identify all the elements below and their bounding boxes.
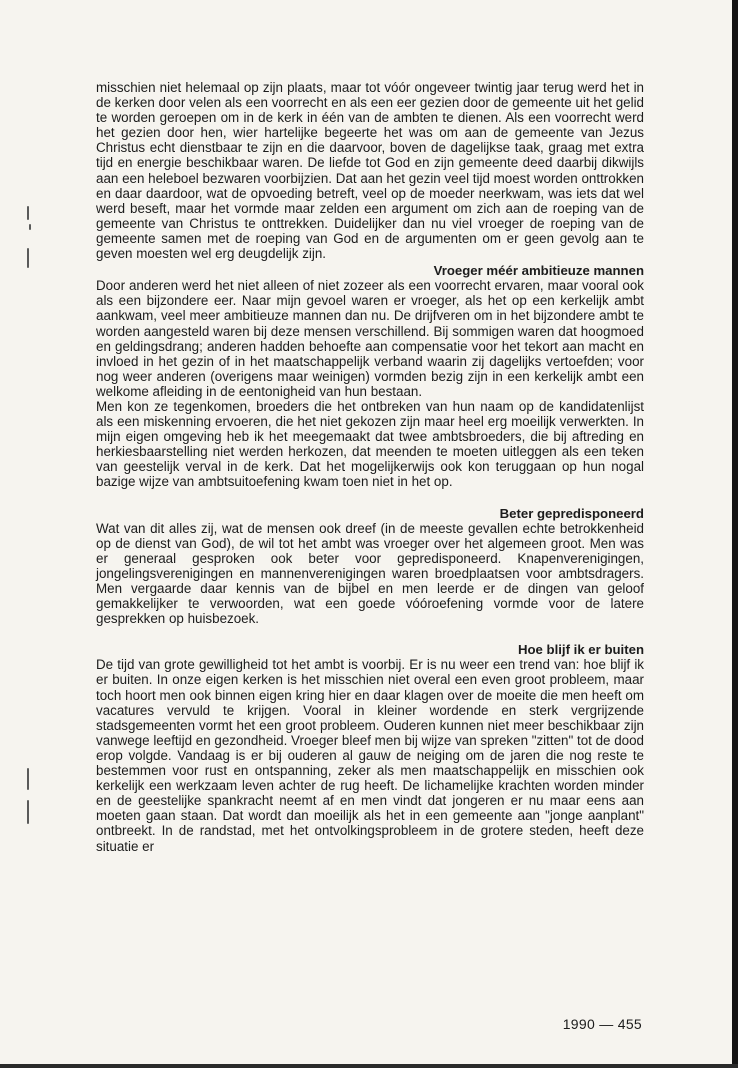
scan-edge-right [732, 0, 738, 1068]
section-heading: Beter gepredisponeerd [499, 505, 644, 521]
margin-mark [29, 224, 31, 230]
paragraph: Wat van dit alles zij, wat de mensen ook dreef (in de meeste gevallen echte betrokkenheid op de dienst van God), de wil tot het ambt was vroeger over het algemeen groot. Men was er generaal gesproken ook beter voor gepredisponeerd. Knapenverenigingen, jongelingsverenigingen en mannenverenigingen waren broedplaatsen voor ambtsdragers. Men vergaarde daar kennis van de bijbel en men leerde er de dingen van geloof gemakkelijker te verwoorden, wat een goede vóóroefening vormde voor de latere gesprekken op huisbezoek. [96, 520, 644, 627]
paragraph: Men kon ze tegenkomen, broeders die het ontbreken van hun naam op de kandidatenlijst als een miskenning ervoeren, die het niet gekozen zijn maar heel erg moeilijk verwerkten. In mijn eigen omgeving heb ik het meegemaakt dat twee ambtsbroeders, die bij aftreding en herkiesbaarstelling niet werden herkozen, dat meenden te moeten uitleggen als een teken van geestelijk verval in de kerk. Dat het mogelijkerwijs ook kon teruggaan op hun nogal bazige wijze van ambtsuitoefening kwam toen niet in het op. [96, 398, 644, 490]
section-heading: Hoe blijf ik er buiten [517, 642, 644, 658]
section-heading: Vroeger méér ambitieuze mannen [433, 263, 644, 279]
margin-mark [27, 206, 29, 220]
scan-edge-bottom [0, 1064, 738, 1068]
paragraph: misschien niet helemaal op zijn plaats, maar tot vóór ongeveer twintig jaar terug werd het in de kerken door velen als een voorrecht en als een eer gezien door de gemeente uit het gelid te worden geroepen om in de kerk in één van de ambten te dienen. Als een voorrecht werd het gezien door hen, wier hartelijke begeerte het was om aan de gemeente van Jezus Christus echt dienstbaar te zijn en die daarvoor, boven de dagelijkse taak, graag met extra tijd en energie beschikbaar waren. De liefde tot God en zijn gemeente deed daarbij dikwijls aan een heleboel bezwaren voorbijzien. Dat aan het gezin veel tijd moest worden onttrokken en daar daardoor, wat de opvoeding betreft, veel op de moeder neerkwam, was iets dat wel werd beseft, maar het vormde maar zelden een argument om zich aan de roeping van de gemeente van Christus te onttrekken. Duidelijker dan nu viel vroeger de roeping van de gemeente samen met de roeping van God en de argumenten om er geen gevolg aan te geven moesten wel erg deugdelijk zijn. [96, 80, 644, 262]
paragraph: Door anderen werd het niet alleen of niet zozeer als een voorrecht ervaren, maar vooral ook als een bijzondere eer. Naar mijn gevoel waren er vroeger, als het op een kerkelijk ambt aankwam, veel meer ambitieuze mannen dan nu. De drijfveren om in het bijzondere ambt te worden aangesteld waren bij deze mensen verschillend. Bij sommigen waren dat hoogmoed en geldingsdrang; anderen hadden behoefte aan compensatie voor het tekort aan macht en invloed in het gezin of in het maatschappelijk verband waarin zij dagelijks vertoefden; voor nog weer anderen (overigens maar weinigen) vormden bezig zijn in een kerkelijk ambt een welkome afleiding in de eentonigheid van hun bestaan. [96, 278, 644, 399]
paragraph: De tijd van grote gewilligheid tot het ambt is voorbij. Er is nu weer een trend van: hoe blijf ik er buiten. In onze eigen kerken is het misschien niet overal een even groot probleem, maar toch hoort men ook binnen eigen kring hier en daar klagen over de moeite die men heeft om vacatures vervuld te krijgen. Vooral in kleiner wordende en sterk vergrijzende stadsgemeenten vormt het een groot probleem. Ouderen kunnen niet meer beschikbaar zijn vanwege leeftijd en gezondheid. Vroeger bleef men bij wijze van spreken "zitten" tot de dood erop volgde. Vandaag is er bij ouderen al gauw de neiging om de jaren die nog reste te bestemmen voor rust en ontspanning, zeker als men maatschappelijk en misschien ook kerkelijk een werkzaam leven achter de rug heeft. De lichamelijke krachten worden minder en de geestelijke spankracht neemt af en men vindt dat jongeren er nu maar eens aan moeten gaan staan. Dat wordt dan moeilijk als het in een gemeente aan "jonge aanplant" ontbreekt. In de randstad, met het ontvolkingsprobleem in de grotere steden, heeft deze situatie er [96, 657, 644, 854]
margin-mark [27, 800, 29, 824]
text-column [96, 80, 644, 854]
margin-mark [27, 248, 29, 268]
page-number: 1990 — 455 [562, 1016, 642, 1032]
margin-mark [27, 768, 29, 790]
